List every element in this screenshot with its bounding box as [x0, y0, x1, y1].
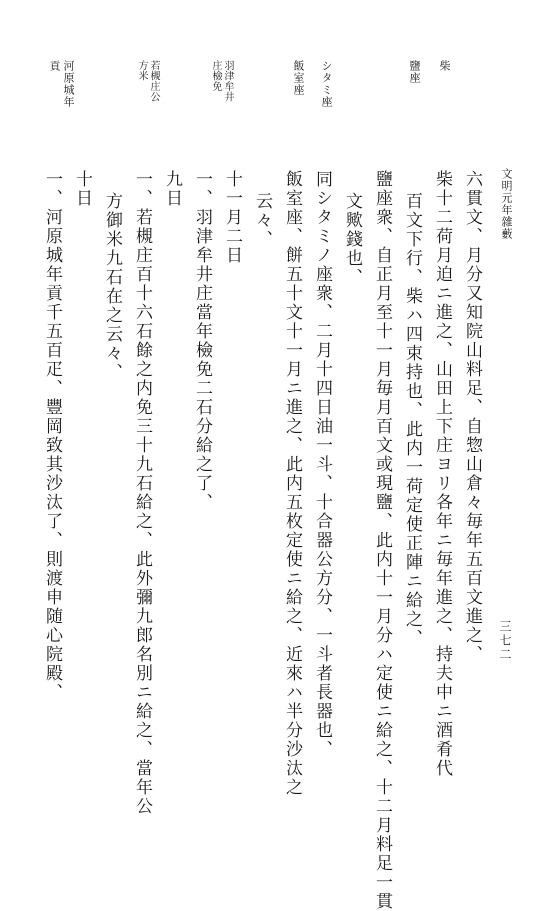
headnote-wakatsuki-a: 若槻庄公	[148, 60, 159, 102]
running-header: 文明元年雜藪	[500, 168, 513, 240]
headnote-shioza: 鹽座	[408, 60, 421, 84]
headnote-iimuroza: 飯室座	[292, 60, 305, 96]
body-line-2: 柴十二荷月迫ニ進之、山田上下庄ヨリ各年ニ毎年進之、持夫中ニ酒肴代	[432, 170, 452, 778]
body-line-11: 九日	[162, 170, 182, 208]
headnote-kawarajo-a: 河原城年	[62, 60, 75, 108]
body-line-15: 一、河原城年貢千五百疋、豐岡致其沙汰了、則渡申随心院殿、	[42, 170, 62, 702]
page-number: 三七二	[498, 620, 512, 662]
body-line-5: 文歟錢也、	[342, 192, 362, 287]
body-line-10: 一、羽津牟井庄當年檢免二石分給之了、	[192, 170, 212, 512]
body-line-8: 云々、	[252, 192, 272, 249]
body-line-13: 方御米九石在之云々、	[102, 192, 122, 382]
headnote-area	[40, 60, 456, 170]
headnote-hatsumui-a: 羽津牟井	[222, 60, 233, 102]
headnote-shiba: 柴	[438, 60, 451, 72]
body-line-7: 飯室座、餅五十文十一月ニ進之、此内五枚定使ニ給之、近來ハ半分沙汰之	[282, 170, 302, 797]
body-line-14: 十日	[72, 170, 92, 208]
body-line-12: 一、若槻庄百十六石餘之内免三十九石給之、此外彌九郎名別ニ給之、當年公	[132, 170, 152, 816]
body-line-9: 十一月二日	[222, 170, 242, 265]
body-line-4: 鹽座衆、自正月至十一月毎月百文或現鹽、此内十一月分ハ定使ニ給之、十二月料足一貫	[372, 170, 392, 911]
body-line-6: 同シタミノ座衆、二月十四日油一斗、十合器公方分、一斗者長器也、	[312, 170, 332, 759]
headnote-shitamiza: シタミ座	[320, 60, 333, 108]
headnote-wakatsuki-b: 方米	[136, 60, 147, 81]
headnote-hatsumui-b: 庄檢免	[210, 60, 221, 92]
body-line-1: 六貫文、月分又知院山料足、自惣山倉々毎年五百文進之、	[462, 170, 482, 664]
body-line-3: 百文下行、柴ハ四束持也、此内一荷定使正陣ニ給之、	[402, 192, 422, 648]
headnote-kawarajo-b: 貢	[48, 60, 61, 72]
